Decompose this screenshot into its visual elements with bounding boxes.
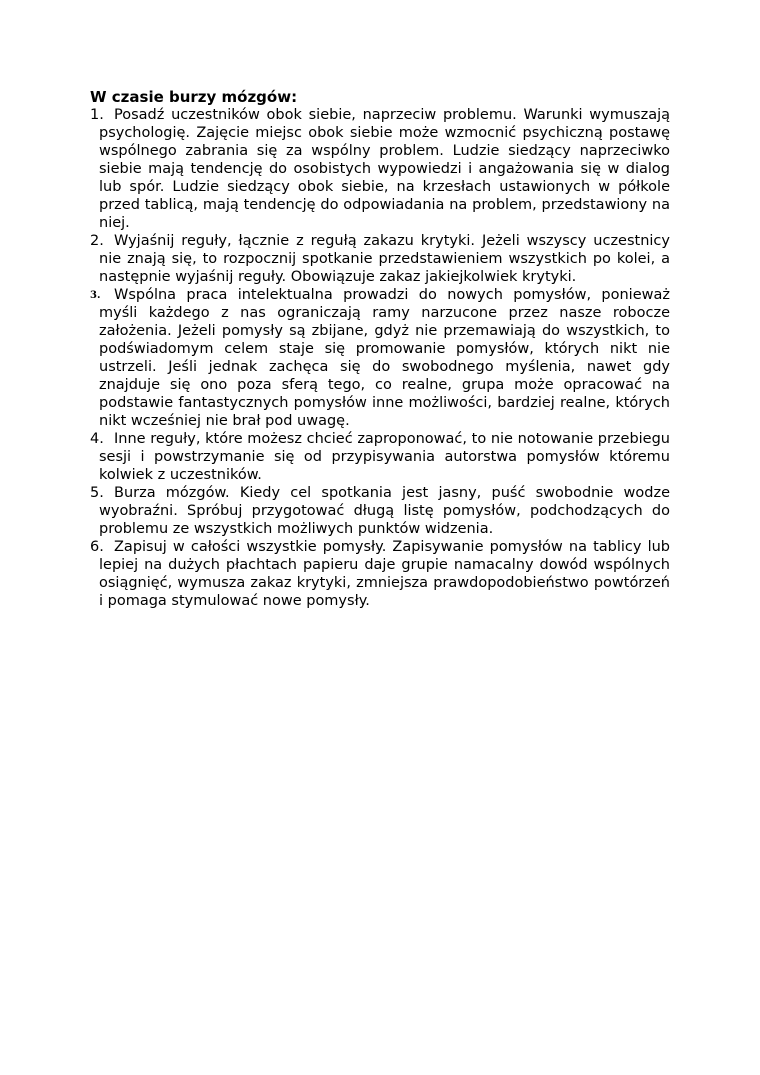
item-text: Wspólna praca intelektualna prowadzi do nowych pomysłów, ponieważ myśli każdego z nas ograniczają ramy narzucone przez nasze robocze założenia. Jeżeli pomysły są zbijane, gdyż nie przemawiają do wszystkich, to podświadomym celem staje się promowanie pomysłów, których nikt nie ustrzeli. Jeśli jednak zachęca się do swobodnego myślenia, nawet gdy znajduje się ono poza sferą tego, co realne, grupa może opracować na podstawie fantastycznych pomysłów inne możliwości, bardziej realne, których nikt wcześniej nie brał pod uwagę. — [99, 287, 670, 429]
item-number: 5. — [90, 485, 104, 501]
item-text: Wyjaśnij reguły, łącznie z regułą zakazu krytyki. Jeżeli wszyscy uczestnicy nie znają się, to rozpocznij spotkanie przedstawieniem wszystkich po kolei, a następnie wyjaśnij reguły. Obowiązuje zakaz jakiejkolwiek krytyki. — [99, 233, 670, 285]
list-item — [90, 106, 670, 232]
list-item — [90, 232, 670, 286]
numbered-list — [90, 106, 670, 610]
document-page — [90, 88, 670, 610]
item-text: Posadź uczestników obok siebie, naprzeciw problemu. Warunki wymuszają psychologię. Zajęcie miejsc obok siebie może wzmocnić psychiczną postawę wspólnego zabrania się za wspólny problem. Ludzie siedzący naprzeciwko siebie mają tendencję do osobistych wypowiedzi i angażowania się w dialog lub spór. Ludzie siedzący obok siebie, na krzesłach ustawionych w półkole przed tablicą, mają tendencję do odpowiadania na problem, przedstawiony na niej. — [99, 107, 670, 231]
item-number: 1. — [90, 107, 104, 123]
item-number: 2. — [90, 233, 104, 249]
list-item — [90, 484, 670, 538]
list-item — [90, 538, 670, 610]
item-text: Burza mózgów. Kiedy cel spotkania jest jasny, puść swobodnie wodze wyobraźni. Spróbuj przygotować długą listę pomysłów, podchodzących do problemu ze wszystkich możliwych punktów widzenia. — [99, 485, 670, 537]
item-number: 3. — [90, 290, 101, 301]
document-heading: W czasie burzy mózgów: — [90, 88, 298, 106]
list-item — [90, 286, 670, 430]
list-item — [90, 430, 670, 484]
item-text: Zapisuj w całości wszystkie pomysły. Zapisywanie pomysłów na tablicy lub lepiej na dużych płachtach papieru daje grupie namacalny dowód wspólnych osiągnięć, wymusza zakaz krytyki, zmniejsza prawdopodobieństwo powtórzeń i pomaga stymulować nowe pomysły. — [99, 539, 670, 609]
item-number: 6. — [90, 539, 104, 555]
item-number: 4. — [90, 431, 104, 447]
item-text: Inne reguły, które możesz chcieć zaproponować, to nie notowanie przebiegu sesji i powstrzymanie się od przypisywania autorstwa pomysłów któremu kolwiek z uczestników. — [99, 431, 670, 483]
